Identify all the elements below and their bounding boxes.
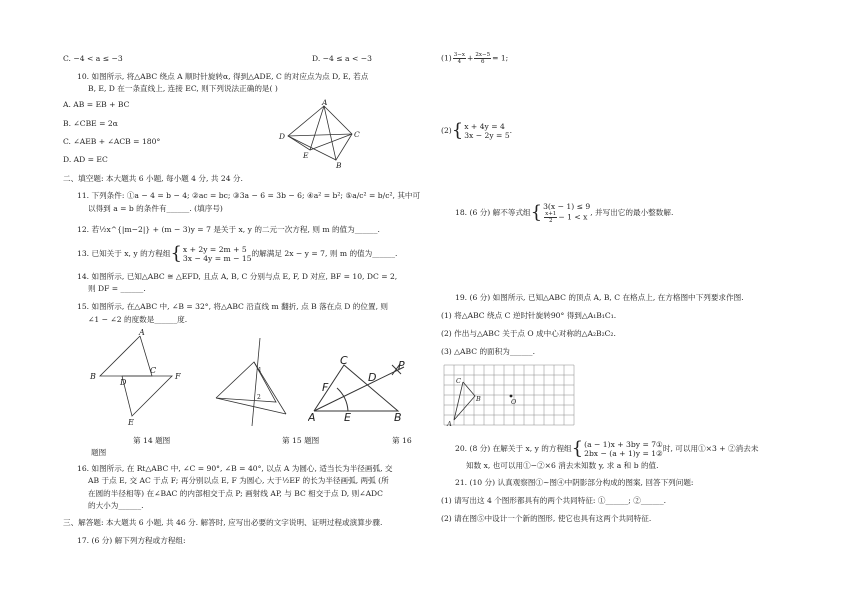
q16-line2: AB 于点 E, 交 AC 于点 F; 再分别以点 E, F 为圆心, 大于½EF 的长为半径画弧, 两弧 (所 (88, 476, 389, 485)
q14-label-d: D (120, 378, 127, 387)
q19-label-o: O (511, 398, 517, 406)
q19-label-b: B (476, 395, 481, 403)
q14-label-a: A (139, 328, 145, 337)
q14-figure (88, 328, 193, 428)
q20-eq1: (a − 1)x + 3by = 7① (584, 440, 663, 449)
q15-line2: ∠1 − ∠2 的度数是______度. (88, 315, 188, 324)
q9-option-c: C. −4 < a ≤ −3 (63, 54, 123, 63)
q13-eq1: x + 2y = 2m + 5 (182, 245, 247, 254)
q14-label-e: E (128, 418, 134, 427)
q15-caption: 第 15 题图 (282, 436, 320, 445)
q16-line1: 16. 如图所示, 在 Rt△ABC 中, ∠C = 90°, ∠B = 40°, 以点 A 为圆心, 适当长为半径画弧, 交 (77, 464, 393, 473)
q10-stem-line1: 10. 如图所示, 将△ABC 绕点 A 顺时针旋转α, 得到△ADE, C 的对应点为点 D, E, 若点 (77, 72, 369, 81)
q21-sub2: (2) 请在图⑤中设计一个新的图形, 使它也具有这两个共同特征. (441, 514, 652, 523)
q18-eq1: 3(x − 1) ≤ 9 (543, 202, 591, 211)
q19-label-c: C (456, 377, 461, 385)
q13 (77, 245, 397, 263)
q19-grid-figure (441, 362, 581, 430)
q17-part1-post: = 1; (492, 53, 509, 63)
q10-option-d: D. AD = EC (63, 155, 108, 164)
q20-brace: { (571, 438, 584, 459)
q17-part2-eq1: x + 4y = 4 (464, 122, 505, 131)
q17-part1 (441, 52, 508, 65)
q10-label-e: E (303, 151, 309, 160)
q21-line1: 21. (10 分) 认真观察图①~图④中阴影部分构成的图案, 回答下列问题: (455, 478, 694, 487)
q17-part2-eq2: 3x − 2y = 5 (464, 131, 510, 140)
q14-line2: 则 DF = ______. (88, 284, 146, 293)
q11-line1: 11. 下列条件: ①a − 4 = b − 4; ②ac = bc; ③3a − 6 = 3b − 6; ④a² = b²; ⑤a/c² = b/c², 其中可 (77, 191, 421, 200)
q12: 12. 若½x^{|m−2|} + (m − 3)y = 7 是关于 x, y 的二元一次方程, 则 m 的值为______. (77, 225, 380, 234)
q17-part1-label: (1) (441, 53, 452, 63)
q19-sub2: (2) 作出与△ABC 关于点 O 成中心对称的△A₂B₂C₂. (441, 329, 616, 338)
q13-brace: { (170, 243, 182, 264)
q14-label-f: F (175, 372, 181, 381)
q15-figure (210, 336, 300, 432)
section3-title: 三、解答题: 本大题共 6 小题, 共 46 分. 解答时, 应写出必要的文字说明、证明过程或演算步骤. (63, 518, 383, 527)
q16-figure (308, 355, 418, 425)
q11-line2: 以得到 a = b 的条件有______. (填序号) (88, 204, 223, 213)
q10-label-c: C (354, 130, 360, 139)
q10-option-b: B. ∠CBE = 2α (63, 119, 118, 128)
q15-line1: 15. 如图所示, 在△ABC 中, ∠B = 32°, 将△ABC 沿直线 m 翻折, 点 B 落在点 D 的位置, 则 (77, 302, 388, 311)
q19-label-a: A (447, 420, 452, 428)
q17-part2 (441, 122, 512, 140)
q10-stem-line2: B, E, D 在一条直线上, 连接 EC, 则下列说法正确的是( ) (88, 84, 278, 93)
q17-part2-label: (2) (441, 126, 452, 135)
q19-line1: 19. (6 分) 如图所示, 已知△ABC 的顶点 A, B, C 在格点上, 在方格图中下列要求作图. (455, 293, 744, 302)
q16-caption-b: 题图 (91, 448, 107, 457)
q18 (455, 202, 673, 224)
q18-frac-num: x+1 (545, 211, 557, 217)
q16-label-b: B (394, 411, 402, 424)
q10-figure (270, 98, 370, 170)
q17-frac2-den: 6 (480, 59, 485, 65)
q17-frac2-num: 2x−5 (475, 52, 491, 58)
q15-angle-2: 2 (257, 394, 261, 401)
q16-caption-a: 第 16 (392, 436, 412, 445)
q14-caption: 第 14 题图 (133, 436, 171, 445)
q19-sub1: (1) 将△ABC 绕点 C 逆时针旋转90° 得到△A₁B₁C₁. (441, 311, 617, 320)
q17-title: 17. (6 分) 解下列方程或方程组: (77, 536, 186, 545)
q14-label-b: B (90, 372, 96, 381)
q17-frac1-den: 4 (457, 59, 462, 65)
q18-pre: 18. (6 分) 解不等式组 (455, 208, 531, 217)
q14-line1: 14. 如图所示, 已知△ABC ≅ △EFD, 且点 A, B, C 分别与点 E, F, D 对应, BF = 10, DC = 2, (77, 272, 398, 281)
q18-eq2-post: − 1 < x (558, 212, 588, 222)
q20-eq2: 2bx − (a + 1)y = 1② (584, 449, 663, 458)
q20 (455, 440, 758, 458)
section2-title: 二、填空题: 本大题共 6 小题, 每小题 4 分, 共 24 分. (63, 174, 243, 183)
q16-line4: 的大小为______. (88, 501, 144, 510)
q16-label-c: C (340, 355, 348, 367)
q16-line3: 在圆的半径相等) 在∠BAC 的内部相交于点 P; 画射线 AP, 与 BC 相交于点 D, 则∠ADC (88, 489, 383, 498)
q18-brace: { (530, 202, 543, 223)
q13-eq2: 3x − 4y = m − 15 (182, 254, 252, 263)
q10-label-a: A (322, 98, 328, 107)
q20-post: 时, 可以用①×3 + ②消去未 (662, 444, 759, 453)
q10-label-b: B (336, 161, 342, 170)
q16-label-p: P (398, 359, 405, 372)
q17-frac1-num: 3−x (453, 52, 465, 58)
q14-label-c: C (150, 366, 157, 375)
q21-sub1: (1) 请写出这 4 个图形都具有的两个共同特征: ①______; ②______. (441, 496, 667, 505)
q20-line2: 知数 x, 也可以用①−②×6 消去未知数 y, 求 a 和 b 的值. (466, 461, 659, 470)
q18-frac-den: 2 (548, 218, 553, 224)
q18-post: , 并写出它的最小整数解. (590, 208, 674, 217)
q16-label-a: A (308, 411, 316, 424)
q20-pre: 20. (8 分) 在解关于 x, y 的方程组 (455, 444, 572, 453)
q15-angle-1: 1 (258, 367, 262, 374)
q17-part2-post: . (509, 126, 513, 135)
q16-label-e: E (344, 411, 351, 424)
q10-option-c: C. ∠AEB + ∠ACB = 180° (63, 137, 161, 146)
q13-post: 的解满足 2x − y = 7, 则 m 的值为______. (251, 249, 398, 258)
q10-label-d: D (279, 132, 286, 141)
q16-label-f: F (322, 381, 329, 394)
q13-pre: 13. 已知关于 x, y 的方程组 (77, 249, 171, 258)
q19-sub3: (3) △ABC 的面积为______. (441, 347, 536, 356)
q17-plus: + (466, 53, 474, 63)
q16-label-d: D (368, 371, 377, 384)
q17-part2-brace: { (451, 120, 464, 141)
q10-option-a: A. AB = EB + BC (63, 100, 130, 109)
q9-option-d: D. −4 ≤ a < −3 (312, 54, 372, 63)
